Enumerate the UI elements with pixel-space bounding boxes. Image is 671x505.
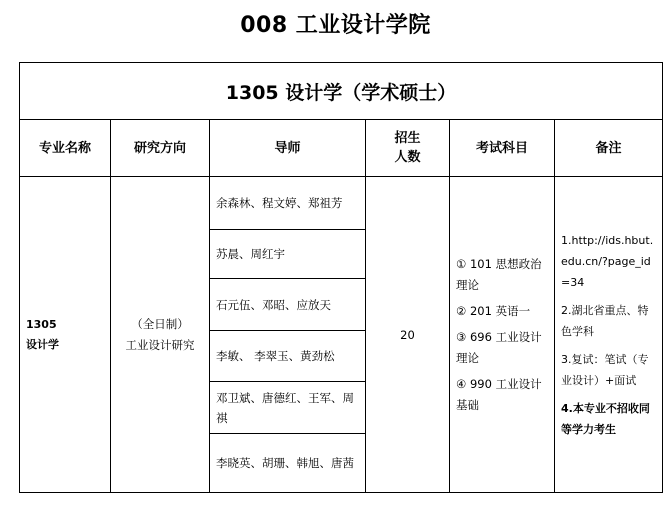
- supervisor-group: 李敏、 李翠玉、黄劲松: [210, 331, 366, 382]
- enrollment-count: 20: [366, 177, 450, 493]
- direction-mode: （全日制）: [131, 316, 189, 331]
- major-cell: [20, 177, 111, 493]
- header-row: [20, 120, 663, 177]
- major-code: 1305: [26, 317, 57, 331]
- table-subtitle: 1305 设计学（学术硕士）: [20, 63, 663, 120]
- table-row: [20, 177, 663, 230]
- header-direction: 研究方向: [111, 120, 210, 177]
- subject-item: ① 101 思想政治理论: [456, 256, 542, 292]
- note-item: 3.复试：笔试（专业设计）+面试: [561, 352, 649, 387]
- major-name: 设计学: [26, 337, 59, 351]
- admissions-table: [19, 62, 663, 493]
- header-supervisor: 导师: [210, 120, 366, 177]
- supervisor-group: 邓卫斌、唐德红、王军、周祺: [210, 382, 366, 434]
- subject-item: ② 201 英语一: [456, 303, 531, 318]
- header-enrollment: 招生 人数: [366, 120, 450, 177]
- supervisor-group: 苏晨、周红宇: [210, 230, 366, 279]
- header-notes: 备注: [555, 120, 663, 177]
- supervisor-group: 李晓英、胡珊、韩旭、唐茜: [210, 434, 366, 493]
- direction-cell: [111, 177, 210, 493]
- subjects-cell: [450, 177, 555, 493]
- note-item: 4.本专业不招收同等学力考生: [561, 401, 650, 436]
- note-item: 2.湖北省重点、特色学科: [561, 303, 649, 338]
- header-major: 专业名称: [20, 120, 111, 177]
- header-subjects: 考试科目: [450, 120, 555, 177]
- subject-item: ④ 990 工业设计基础: [456, 376, 542, 412]
- page-title: 008 工业设计学院: [240, 13, 431, 38]
- direction-name: 工业设计研究: [125, 337, 195, 352]
- supervisor-group: 余森林、程文婷、郑祖芳: [210, 177, 366, 230]
- notes-cell: [555, 177, 663, 493]
- subject-item: ③ 696 工业设计理论: [456, 329, 542, 365]
- supervisor-group: 石元伍、邓昭、应放天: [210, 279, 366, 331]
- note-url[interactable]: 1.http://ids.hbut.edu.cn/?page_id=34: [561, 233, 654, 289]
